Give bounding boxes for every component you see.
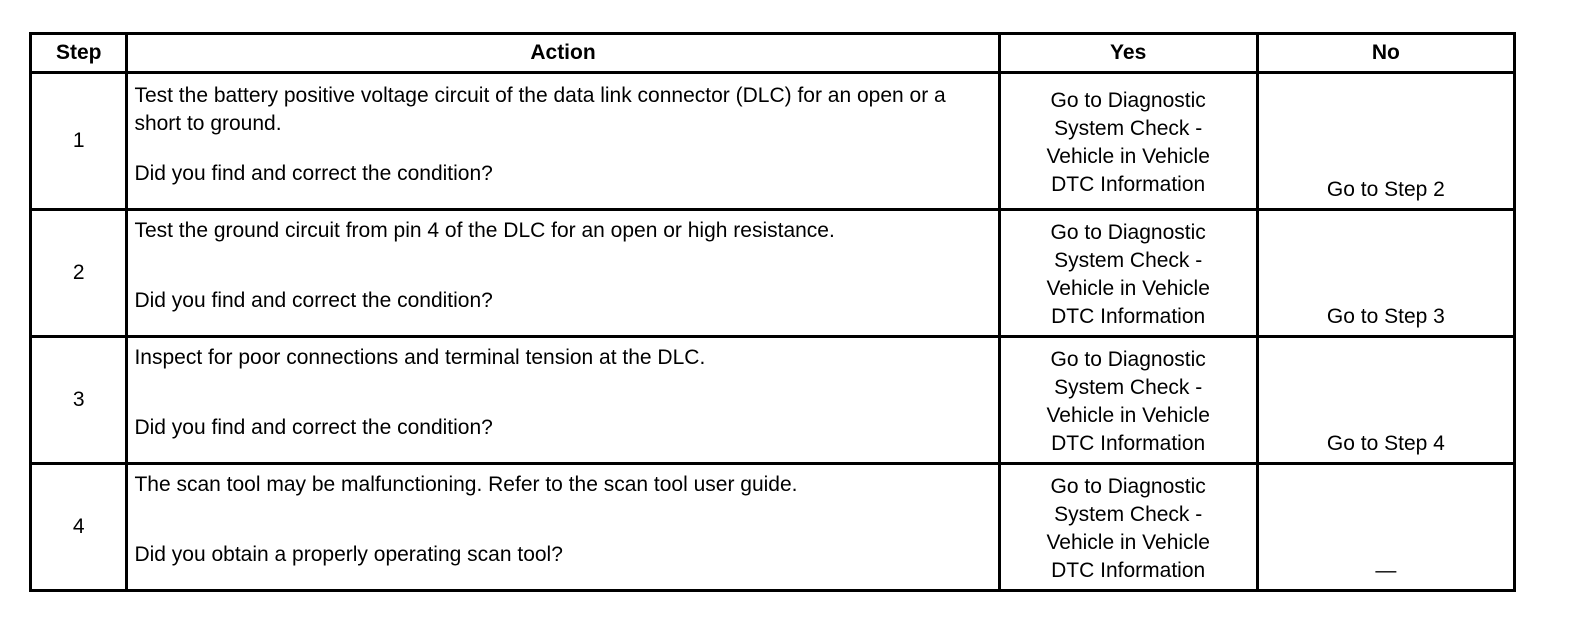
yes-line: DTC Information bbox=[1051, 173, 1206, 196]
yes-result bbox=[999, 73, 1257, 210]
table-header bbox=[31, 34, 1515, 73]
action-cell bbox=[127, 464, 999, 591]
yes-line: Go to Diagnostic bbox=[1050, 348, 1206, 371]
no-result-text: Go to Step 4 bbox=[1326, 432, 1445, 455]
yes-line: Vehicle in Vehicle bbox=[1046, 277, 1210, 300]
header-step: Step bbox=[31, 34, 127, 73]
step-number: 4 bbox=[31, 464, 127, 591]
action-question: Did you obtain a properly operating scan tool? bbox=[134, 543, 563, 566]
no-result bbox=[1257, 73, 1514, 210]
action-cell bbox=[127, 73, 999, 210]
yes-line: System Check - bbox=[1054, 249, 1203, 272]
action-question: Did you find and correct the condition? bbox=[134, 162, 493, 185]
yes-line: DTC Information bbox=[1051, 559, 1206, 582]
yes-result bbox=[999, 210, 1257, 337]
table-row bbox=[31, 337, 1515, 464]
step-number: 3 bbox=[31, 337, 127, 464]
yes-line: System Check - bbox=[1054, 117, 1203, 140]
action-cell bbox=[127, 210, 999, 337]
diagnostic-table bbox=[29, 32, 1516, 592]
action-instruction: Test the ground circuit from pin 4 of the DLC for an open or high resistance. bbox=[134, 219, 835, 242]
action-instruction: Test the battery positive voltage circuit of the data link connector (DLC) for an open or a short to ground. bbox=[134, 84, 946, 135]
table-row bbox=[31, 73, 1515, 210]
yes-line: Vehicle in Vehicle bbox=[1046, 531, 1210, 554]
yes-line: System Check - bbox=[1054, 503, 1203, 526]
header-action: Action bbox=[127, 34, 999, 73]
yes-line: DTC Information bbox=[1051, 432, 1206, 455]
yes-line: Go to Diagnostic bbox=[1050, 89, 1206, 112]
step-number: 1 bbox=[31, 73, 127, 210]
no-result-text: Go to Step 3 bbox=[1326, 305, 1445, 328]
no-result bbox=[1257, 210, 1514, 337]
table-body bbox=[31, 73, 1515, 591]
table-row bbox=[31, 210, 1515, 337]
table-row bbox=[31, 464, 1515, 591]
step-number: 2 bbox=[31, 210, 127, 337]
no-result-text: — bbox=[1375, 559, 1397, 582]
action-instruction: The scan tool may be malfunctioning. Refer to the scan tool user guide. bbox=[134, 473, 798, 496]
yes-line: System Check - bbox=[1054, 376, 1203, 399]
yes-line: Go to Diagnostic bbox=[1050, 221, 1206, 244]
action-question: Did you find and correct the condition? bbox=[134, 416, 493, 439]
action-cell bbox=[127, 337, 999, 464]
no-result bbox=[1257, 464, 1514, 591]
action-question: Did you find and correct the condition? bbox=[134, 289, 493, 312]
yes-line: Go to Diagnostic bbox=[1050, 475, 1206, 498]
action-instruction: Inspect for poor connections and terminal tension at the DLC. bbox=[134, 346, 706, 369]
no-result-text: Go to Step 2 bbox=[1326, 178, 1445, 201]
yes-line: Vehicle in Vehicle bbox=[1046, 404, 1210, 427]
header-no: No bbox=[1257, 34, 1514, 73]
yes-line: Vehicle in Vehicle bbox=[1046, 145, 1210, 168]
yes-result bbox=[999, 337, 1257, 464]
header-row bbox=[31, 34, 1515, 73]
no-result bbox=[1257, 337, 1514, 464]
yes-result bbox=[999, 464, 1257, 591]
yes-line: DTC Information bbox=[1051, 305, 1206, 328]
header-yes: Yes bbox=[999, 34, 1257, 73]
